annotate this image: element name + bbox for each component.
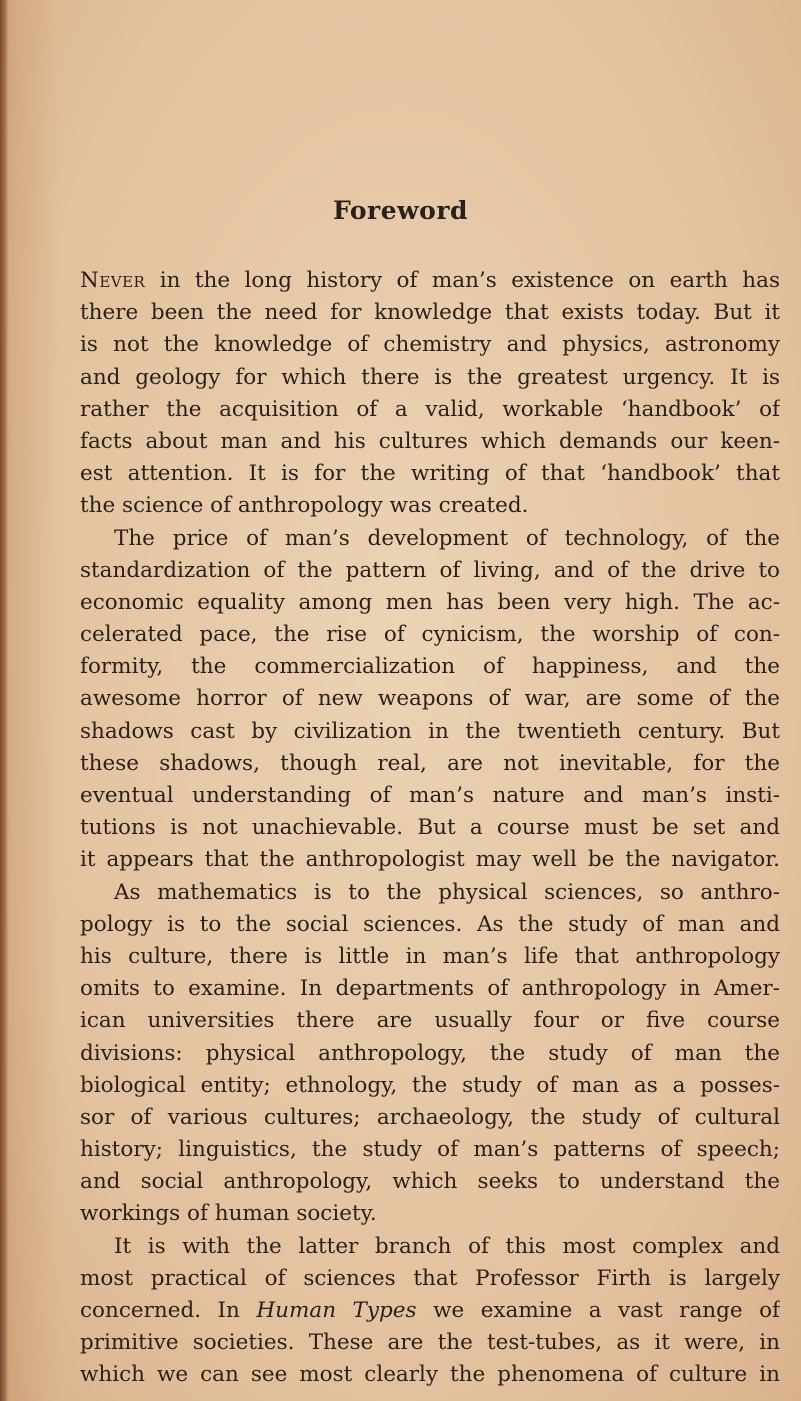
text-line: primitive societies. These are the test-tubes, as it were, in xyxy=(80,1330,780,1356)
line-text: concerned. In xyxy=(80,1298,240,1323)
line-text: in the long history of man’s existence on earth has xyxy=(159,268,780,293)
book-title-italic: Human Types xyxy=(256,1298,417,1323)
text-line: and social anthropology, which seeks to understand the xyxy=(80,1169,780,1195)
text-line: divisions: physical anthropology, the study of man the xyxy=(80,1040,780,1066)
text-line xyxy=(80,265,780,297)
foreword-body-text xyxy=(80,265,780,1392)
text-line: est attention. It is for the writing of that ‘handbook’ that xyxy=(80,461,780,487)
text-line: and geology for which there is the greatest urgency. It is xyxy=(80,364,780,390)
text-line: is not the knowledge of chemistry and physics, astronomy xyxy=(80,332,780,358)
text-line: formity, the commercialization of happiness, and the xyxy=(80,654,780,680)
text-line: his culture, there is little in man’s life that anthropology xyxy=(80,943,780,969)
text-line: standardization of the pattern of living, and of the drive to xyxy=(80,557,780,583)
text-line: pology is to the social sciences. As the study of man and xyxy=(80,911,780,937)
text-line: omits to examine. In departments of anthropology in Amer- xyxy=(80,976,780,1002)
text-line: rather the acquisition of a valid, workable ‘handbook’ of xyxy=(80,396,780,422)
text-line: As mathematics is to the physical sciences, so anthro- xyxy=(114,879,780,905)
text-line: most practical of sciences that Professor Firth is largely xyxy=(80,1265,780,1291)
text-line: biological entity; ethnology, the study of man as a posses- xyxy=(80,1072,780,1098)
text-line: sor of various cultures; archaeology, the study of cultural xyxy=(80,1104,780,1130)
text-line: it appears that the anthropologist may well be the navigator. xyxy=(80,847,780,873)
text-line: The price of man’s development of technology, of the xyxy=(114,525,780,551)
text-line: celerated pace, the rise of cynicism, the worship of con- xyxy=(80,622,780,648)
text-line: eventual understanding of man’s nature and man’s insti- xyxy=(80,783,780,808)
page-title: Foreword xyxy=(333,196,468,225)
line-text: we examine a vast range of xyxy=(433,1298,780,1323)
text-line: awesome horror of new weapons of war, are some of the xyxy=(80,686,780,712)
text-line xyxy=(80,1295,780,1327)
text-line: the science of anthropology was created. xyxy=(80,493,529,519)
text-line: ican universities there are usually four or five course xyxy=(80,1008,780,1034)
text-line: facts about man and his cultures which demands our keen- xyxy=(80,428,780,454)
text-line: tutions is not unachievable. But a course must be set and xyxy=(80,815,780,841)
text-line: which we can see most clearly the phenomena of culture in xyxy=(80,1362,780,1388)
text-line: history; linguistics, the study of man’s patterns of speech; xyxy=(80,1137,780,1163)
text-line: workings of human society. xyxy=(80,1201,377,1227)
text-line: economic equality among men has been very high. The ac- xyxy=(80,589,780,615)
text-line: It is with the latter branch of this most complex and xyxy=(114,1233,780,1259)
text-line: these shadows, though real, are not inevitable, for the xyxy=(80,750,780,776)
opening-word: Never xyxy=(80,268,146,293)
text-line: there been the need for knowledge that exists today. But it xyxy=(80,300,780,326)
text-line: shadows cast by civilization in the twentieth century. But xyxy=(80,718,780,744)
